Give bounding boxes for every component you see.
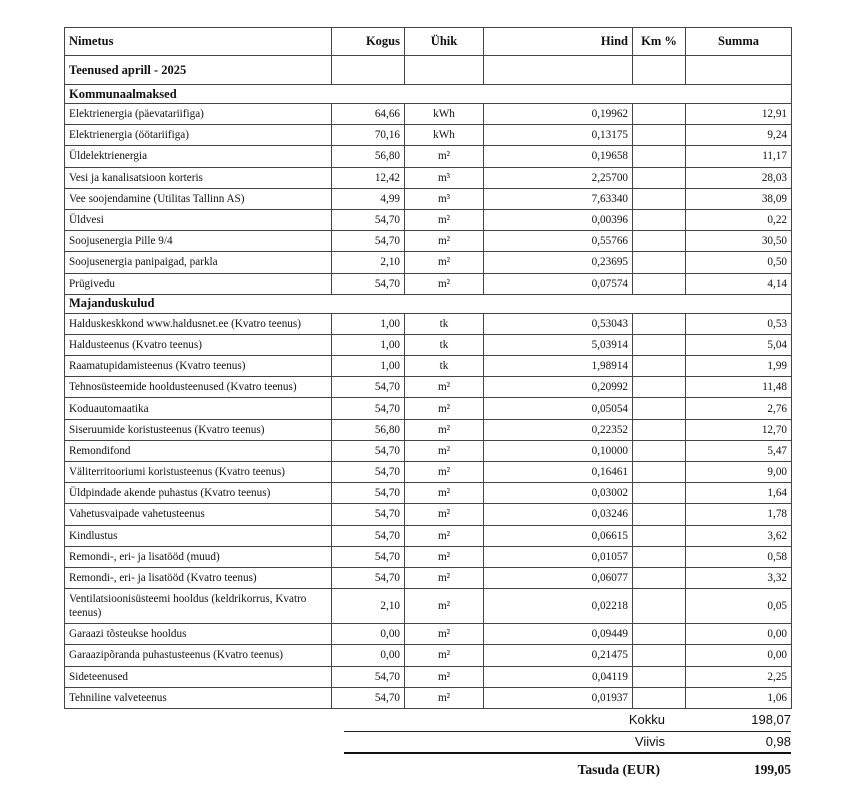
cell-unit: m²: [405, 504, 484, 525]
cell-sum: 11,48: [686, 377, 792, 398]
table-row: [65, 167, 792, 188]
cell-qty: 54,70: [332, 525, 405, 546]
cell-name: Vahetusvaipade vahetusteenus: [65, 504, 332, 525]
cell-sum: 9,00: [686, 462, 792, 483]
cell-price: 5,03914: [484, 334, 633, 355]
rounding-value: 0,98: [765, 734, 791, 749]
cell-qty: 64,66: [332, 104, 405, 125]
cell-name: Raamatupidamisteenus (Kvatro teenus): [65, 356, 332, 377]
cell-unit: m³: [405, 188, 484, 209]
table-row: [65, 687, 792, 708]
cell-unit: m³: [405, 167, 484, 188]
col-name-header: Nimetus: [65, 28, 332, 56]
cell-vat: [633, 104, 686, 125]
cell-sum: 9,24: [686, 125, 792, 146]
cell-unit: m²: [405, 231, 484, 252]
cell-vat: [633, 419, 686, 440]
cell-sum: 5,47: [686, 440, 792, 461]
table-row: [65, 209, 792, 230]
cell-name: Siseruumide koristusteenus (Kvatro teenus): [65, 419, 332, 440]
cell-qty: 54,70: [332, 483, 405, 504]
cell-sum: 12,70: [686, 419, 792, 440]
col-qty-header: Kogus: [332, 28, 405, 56]
cell-qty: 12,42: [332, 167, 405, 188]
cell-unit: m²: [405, 209, 484, 230]
cell-vat: [633, 687, 686, 708]
section-header-row: [65, 294, 792, 313]
cell-unit: m²: [405, 624, 484, 645]
cell-qty: 54,70: [332, 273, 405, 294]
period-title: Teenused aprill - 2025: [65, 56, 332, 85]
cell-vat: [633, 231, 686, 252]
table-row: [65, 567, 792, 588]
subtotal-divider: [344, 731, 791, 732]
cell-sum: 0,22: [686, 209, 792, 230]
total-divider: [344, 752, 791, 754]
cell-sum: 11,17: [686, 146, 792, 167]
cell-qty: 0,00: [332, 624, 405, 645]
cell-name: Tehniline valveteenus: [65, 687, 332, 708]
cell-vat: [633, 504, 686, 525]
cell-qty: 0,00: [332, 645, 405, 666]
cell-unit: m²: [405, 377, 484, 398]
cell-price: 0,02218: [484, 589, 633, 624]
cell-name: Elektrienergia (päevatariifiga): [65, 104, 332, 125]
cell-unit: m²: [405, 645, 484, 666]
cell-qty: 1,00: [332, 313, 405, 334]
table-row: [65, 462, 792, 483]
table-row: [65, 504, 792, 525]
cell-name: Garaazipõranda puhastusteenus (Kvatro teenus): [65, 645, 332, 666]
cell-qty: 54,70: [332, 398, 405, 419]
col-price-header: Hind: [484, 28, 633, 56]
cell-unit: m²: [405, 567, 484, 588]
table-row: [65, 146, 792, 167]
amount-due-label: Tasuda (EUR): [577, 762, 660, 777]
table-row: [65, 546, 792, 567]
cell-unit: tk: [405, 334, 484, 355]
cell-price: 0,00396: [484, 209, 633, 230]
table-row: [65, 313, 792, 334]
table-row: [65, 398, 792, 419]
cell-qty: 1,00: [332, 356, 405, 377]
cell-price: 1,98914: [484, 356, 633, 377]
cell-qty: 54,70: [332, 377, 405, 398]
cell-unit: kWh: [405, 125, 484, 146]
cell-name: Kindlustus: [65, 525, 332, 546]
cell-vat: [633, 252, 686, 273]
cell-price: 0,19658: [484, 146, 633, 167]
cell-vat: [633, 567, 686, 588]
cell-price: 2,25700: [484, 167, 633, 188]
cell-price: 0,10000: [484, 440, 633, 461]
cell-sum: 12,91: [686, 104, 792, 125]
cell-qty: 70,16: [332, 125, 405, 146]
cell-price: 0,53043: [484, 313, 633, 334]
cell-vat: [633, 377, 686, 398]
cell-name: Haldusteenus (Kvatro teenus): [65, 334, 332, 355]
cell-name: Elektrienergia (öötariifiga): [65, 125, 332, 146]
cell-unit: m²: [405, 546, 484, 567]
cell-price: 0,55766: [484, 231, 633, 252]
cell-vat: [633, 398, 686, 419]
table-row: [65, 589, 792, 624]
cell-name: Prügivedu: [65, 273, 332, 294]
section-title: Kommunaalmaksed: [65, 85, 792, 104]
cell-name: Soojusenergia Pille 9/4: [65, 231, 332, 252]
table-row: [65, 125, 792, 146]
cell-vat: [633, 462, 686, 483]
cell-qty: 56,80: [332, 419, 405, 440]
cell-qty: 54,70: [332, 546, 405, 567]
cell-sum: 2,76: [686, 398, 792, 419]
cell-price: 0,05054: [484, 398, 633, 419]
cell-vat: [633, 167, 686, 188]
cell-sum: 3,32: [686, 567, 792, 588]
subtotal-label: Kokku: [628, 712, 665, 727]
cell-price: 0,04119: [484, 666, 633, 687]
cell-unit: m²: [405, 462, 484, 483]
cell-qty: 54,70: [332, 666, 405, 687]
cell-vat: [633, 313, 686, 334]
cell-name: Väliterritooriumi koristusteenus (Kvatro teenus): [65, 462, 332, 483]
cell-vat: [633, 146, 686, 167]
cell-name: Sideteenused: [65, 666, 332, 687]
cell-price: 0,03002: [484, 483, 633, 504]
cell-sum: 1,78: [686, 504, 792, 525]
table-row: [65, 440, 792, 461]
cell-name: Vesi ja kanalisatsioon korteris: [65, 167, 332, 188]
col-unit-header: Ühik: [405, 28, 484, 56]
table-row: [65, 252, 792, 273]
cell-unit: m²: [405, 146, 484, 167]
subtotal-value: 198,07: [751, 712, 791, 727]
cell-name: Üldpindade akende puhastus (Kvatro teenus): [65, 483, 332, 504]
cell-qty: 54,70: [332, 504, 405, 525]
cell-price: 0,07574: [484, 273, 633, 294]
cell-name: Üldvesi: [65, 209, 332, 230]
cell-vat: [633, 546, 686, 567]
cell-qty: 54,70: [332, 209, 405, 230]
cell-qty: 54,70: [332, 462, 405, 483]
cell-qty: 54,70: [332, 440, 405, 461]
cell-price: 0,03246: [484, 504, 633, 525]
cell-sum: 0,05: [686, 589, 792, 624]
cell-price: 0,22352: [484, 419, 633, 440]
cell-name: Üldelektrienergia: [65, 146, 332, 167]
cell-price: 0,23695: [484, 252, 633, 273]
table-row: [65, 525, 792, 546]
cell-sum: 28,03: [686, 167, 792, 188]
cell-unit: m²: [405, 525, 484, 546]
cell-vat: [633, 125, 686, 146]
cell-price: 0,01937: [484, 687, 633, 708]
cell-qty: 1,00: [332, 334, 405, 355]
cell-unit: tk: [405, 313, 484, 334]
cell-vat: [633, 209, 686, 230]
cell-price: 7,63340: [484, 188, 633, 209]
cell-name: Remondi-, eri- ja lisatööd (muud): [65, 546, 332, 567]
cell-vat: [633, 334, 686, 355]
table-row: [65, 104, 792, 125]
col-sum-header: Summa: [686, 28, 792, 56]
cell-qty: 4,99: [332, 188, 405, 209]
cell-unit: m²: [405, 273, 484, 294]
period-row: [65, 56, 792, 85]
table-row: [65, 666, 792, 687]
cell-price: 0,13175: [484, 125, 633, 146]
cell-name: Soojusenergia panipaigad, parkla: [65, 252, 332, 273]
col-vat-header: Km %: [633, 28, 686, 56]
cell-name: Tehnosüsteemide hooldusteenused (Kvatro teenus): [65, 377, 332, 398]
cell-vat: [633, 483, 686, 504]
cell-qty: 56,80: [332, 146, 405, 167]
cell-qty: 2,10: [332, 589, 405, 624]
cell-sum: 0,00: [686, 645, 792, 666]
cell-unit: m²: [405, 440, 484, 461]
table-row: [65, 231, 792, 252]
cell-unit: m²: [405, 419, 484, 440]
cell-price: 0,16461: [484, 462, 633, 483]
cell-vat: [633, 188, 686, 209]
cell-unit: m²: [405, 687, 484, 708]
cell-vat: [633, 624, 686, 645]
cell-sum: 0,53: [686, 313, 792, 334]
cell-qty: 54,70: [332, 231, 405, 252]
cell-sum: 5,04: [686, 334, 792, 355]
cell-sum: 1,06: [686, 687, 792, 708]
cell-name: Koduautomaatika: [65, 398, 332, 419]
cell-qty: 2,10: [332, 252, 405, 273]
table-row: [65, 624, 792, 645]
cell-vat: [633, 666, 686, 687]
invoice-table: [64, 27, 792, 709]
cell-sum: 1,64: [686, 483, 792, 504]
rounding-label: Viivis: [634, 734, 665, 749]
cell-vat: [633, 645, 686, 666]
cell-price: 0,06077: [484, 567, 633, 588]
table-row: [65, 377, 792, 398]
cell-qty: 54,70: [332, 567, 405, 588]
table-row: [65, 356, 792, 377]
cell-sum: 4,14: [686, 273, 792, 294]
cell-unit: m²: [405, 398, 484, 419]
cell-sum: 0,58: [686, 546, 792, 567]
cell-sum: 0,00: [686, 624, 792, 645]
cell-name: Ventilatsioonisüsteemi hooldus (keldrikorrus, Kvatro teenus): [65, 589, 332, 624]
cell-sum: 0,50: [686, 252, 792, 273]
table-row: [65, 483, 792, 504]
table-row: [65, 188, 792, 209]
cell-sum: 2,25: [686, 666, 792, 687]
table-row: [65, 334, 792, 355]
cell-price: 0,01057: [484, 546, 633, 567]
cell-price: 0,09449: [484, 624, 633, 645]
cell-unit: m²: [405, 666, 484, 687]
cell-unit: kWh: [405, 104, 484, 125]
section-header-row: [65, 85, 792, 104]
table-row: [65, 645, 792, 666]
cell-name: Garaazi tõsteukse hooldus: [65, 624, 332, 645]
cell-name: Remondifond: [65, 440, 332, 461]
cell-qty: 54,70: [332, 687, 405, 708]
cell-name: Vee soojendamine (Utilitas Tallinn AS): [65, 188, 332, 209]
cell-price: 0,06615: [484, 525, 633, 546]
section-title: Majanduskulud: [65, 294, 792, 313]
cell-unit: m²: [405, 252, 484, 273]
cell-sum: 3,62: [686, 525, 792, 546]
cell-unit: m²: [405, 483, 484, 504]
cell-vat: [633, 525, 686, 546]
amount-due-value: 199,05: [753, 762, 791, 777]
cell-vat: [633, 273, 686, 294]
cell-unit: tk: [405, 356, 484, 377]
cell-sum: 30,50: [686, 231, 792, 252]
cell-name: Remondi-, eri- ja lisatööd (Kvatro teenus): [65, 567, 332, 588]
cell-price: 0,19962: [484, 104, 633, 125]
cell-sum: 38,09: [686, 188, 792, 209]
cell-price: 0,21475: [484, 645, 633, 666]
header-row: [65, 28, 792, 56]
cell-vat: [633, 356, 686, 377]
cell-price: 0,20992: [484, 377, 633, 398]
table-row: [65, 419, 792, 440]
cell-unit: m²: [405, 589, 484, 624]
cell-name: Halduskeskkond www.haldusnet.ee (Kvatro teenus): [65, 313, 332, 334]
table-row: [65, 273, 792, 294]
cell-vat: [633, 589, 686, 624]
cell-sum: 1,99: [686, 356, 792, 377]
cell-vat: [633, 440, 686, 461]
